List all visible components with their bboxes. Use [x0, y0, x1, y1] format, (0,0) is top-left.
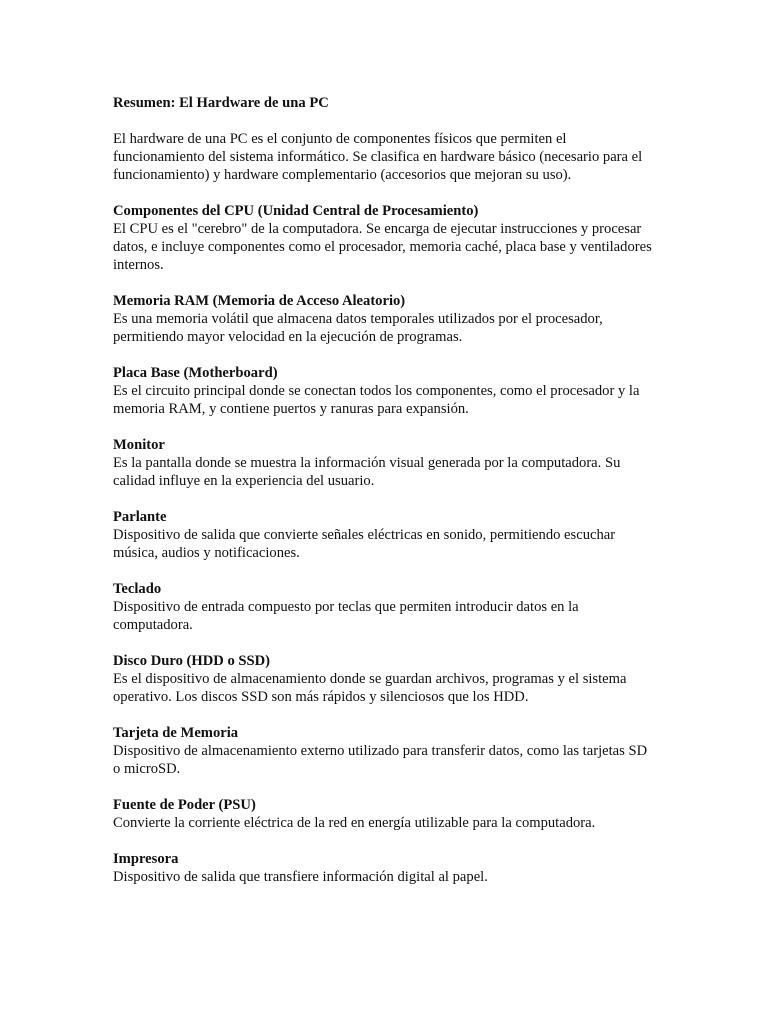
- section-power-supply: [113, 796, 658, 832]
- document-title: Resumen: El Hardware de una PC: [113, 95, 329, 111]
- section-ram: [113, 292, 658, 346]
- document-page: [113, 94, 658, 904]
- section-body: Dispositivo de entrada compuesto por teclas que permiten introducir datos en la computadora.: [113, 599, 579, 633]
- section-monitor: [113, 436, 658, 490]
- section-body: Es el circuito principal donde se conectan todos los componentes, como el procesador y la memoria RAM, y contiene puertos y ranuras para expansión.: [113, 383, 640, 417]
- section-body: Es la pantalla donde se muestra la información visual generada por la computadora. Su calidad influye en la experiencia del usuario.: [113, 455, 621, 489]
- section-heading: Teclado: [113, 581, 162, 597]
- section-heading: Componentes del CPU (Unidad Central de Procesamiento): [113, 203, 479, 219]
- section-body: Dispositivo de salida que transfiere información digital al papel.: [113, 869, 488, 885]
- section-body: Dispositivo de salida que convierte señales eléctricas en sonido, permitiendo escuchar música, audios y notificaciones.: [113, 527, 616, 561]
- section-motherboard: [113, 364, 658, 418]
- section-cpu: [113, 202, 658, 274]
- section-speaker: [113, 508, 658, 562]
- section-body: El CPU es el "cerebro" de la computadora. Se encarga de ejecutar instrucciones y procesar datos, e incluye componentes como el procesador, memoria caché, placa base y ventiladores internos.: [113, 221, 652, 273]
- section-keyboard: [113, 580, 658, 634]
- section-body: Dispositivo de almacenamiento externo utilizado para transferir datos, como las tarjetas SD o microSD.: [113, 743, 648, 777]
- section-heading: Memoria RAM (Memoria de Acceso Aleatorio): [113, 293, 406, 309]
- section-body: Es el dispositivo de almacenamiento donde se guardan archivos, programas y el sistema operativo. Los discos SSD son más rápidos y silenciosos que los HDD.: [113, 671, 627, 705]
- section-heading: Impresora: [113, 851, 179, 867]
- section-hard-drive: [113, 652, 658, 706]
- section-heading: Placa Base (Motherboard): [113, 365, 278, 381]
- intro-paragraph: El hardware de una PC es el conjunto de componentes físicos que permiten el funcionamiento del sistema informático. Se clasifica en hardware básico (necesario para el funcionamiento) y hardware complementario (accesorios que mejoran su uso).: [113, 131, 643, 183]
- section-body: Convierte la corriente eléctrica de la red en energía utilizable para la computadora.: [113, 815, 596, 831]
- section-heading: Monitor: [113, 437, 165, 453]
- section-printer: [113, 850, 658, 886]
- section-body: Es una memoria volátil que almacena datos temporales utilizados por el procesador, permitiendo mayor velocidad en la ejecución de programas.: [113, 311, 603, 345]
- section-heading: Fuente de Poder (PSU): [113, 797, 256, 813]
- section-heading: Disco Duro (HDD o SSD): [113, 653, 271, 669]
- section-heading: Parlante: [113, 509, 167, 525]
- section-heading: Tarjeta de Memoria: [113, 725, 239, 741]
- section-memory-card: [113, 724, 658, 778]
